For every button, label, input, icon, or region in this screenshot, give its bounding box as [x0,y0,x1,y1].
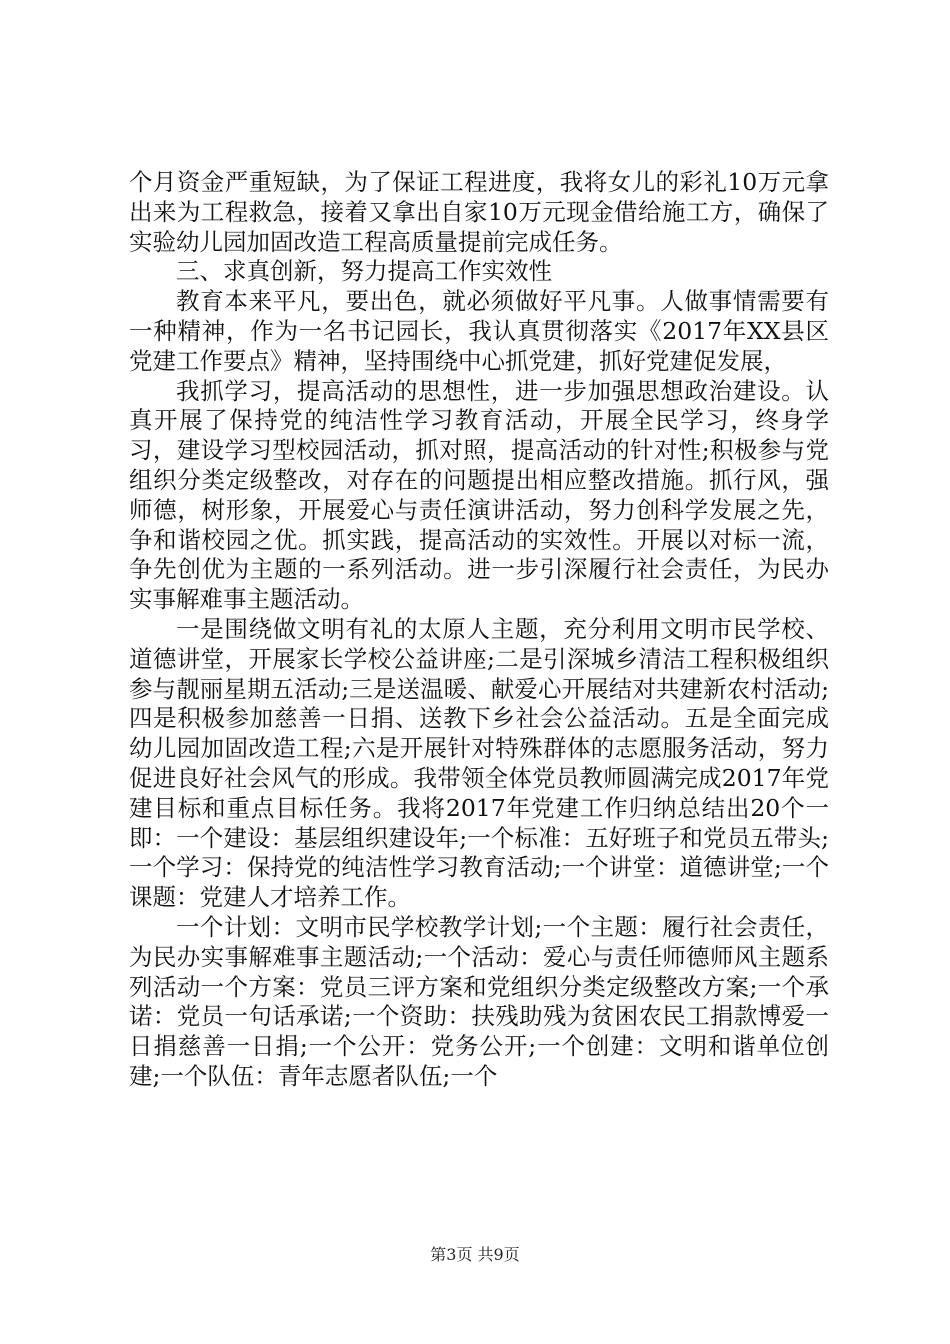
paragraph-continuation: 个月资金严重短缺，为了保证工程进度，我将女儿的彩礼10万元拿出来为工程救急，接着又拿出自家10万元现金借给施工方，确保了实验幼儿园加固改造工程高质量提前完成任务。 [129,168,829,256]
page-footer: 第3页 共9页 [430,1245,520,1264]
paragraph: 我抓学习，提高活动的思想性，进一步加强思想政治建设。认真开展了保持党的纯洁性学习教育活动，开展全民学习，终身学习，建设学习型校园活动，抓对照，提高活动的针对性;积极参与党组织分类定级整改，对存在的问题提出相应整改措施。抓行风，强师德，树形象，开展爱心与责任演讲活动，努力创科学发展之先，争和谐校园之优。抓实践，提高活动的实效性。开展以对标一流，争先创优为主题的一系列活动。进一步引深履行社会责任，为民办实事解难事主题活动。 [129,376,829,614]
paragraph: 一是围绕做文明有礼的太原人主题，充分利用文明市民学校、道德讲堂，开展家长学校公益讲座;二是引深城乡清洁工程积极组织参与靓丽星期五活动;三是送温暖、献爱心开展结对共建新农村活动;四是积极参加慈善一日捐、送教下乡社会公益活动。五是全面完成幼儿园加固改造工程;六是开展针对特殊群体的志愿服务活动，努力促进良好社会风气的形成。我带领全体党员教师圆满完成2017年党建目标和重点目标任务。我将2017年党建工作归纳总结出20个一即：一个建设：基层组织建设年;一个标准：五好班子和党员五带头;一个学习：保持党的纯洁性学习教育活动;一个讲堂：道德讲堂;一个课题：党建人才培养工作。 [129,614,829,912]
paragraph: 一个计划：文明市民学校教学计划;一个主题：履行社会责任，为民办实事解难事主题活动;一个活动：爱心与责任师德师风主题系列活动一个方案：党员三评方案和党组织分类定级整改方案;一个承诺：党员一句话承诺;一个资助：扶残助残为贫困农民工捐款博爱一日捐慈善一日捐;一个公开：党务公开;一个创建：文明和谐单位创建;一个队伍：青年志愿者队伍;一个 [129,912,829,1090]
section-heading: 三、求真创新，努力提高工作实效性 [176,257,552,286]
document-body [129,168,829,1092]
paragraph: 教育本来平凡，要出色，就必须做好平凡事。人做事情需要有一种精神，作为一名书记园长，我认真贯彻落实《2017年XX县区党建工作要点》精神，坚持围绕中心抓党建，抓好党建促发展， [129,287,829,375]
